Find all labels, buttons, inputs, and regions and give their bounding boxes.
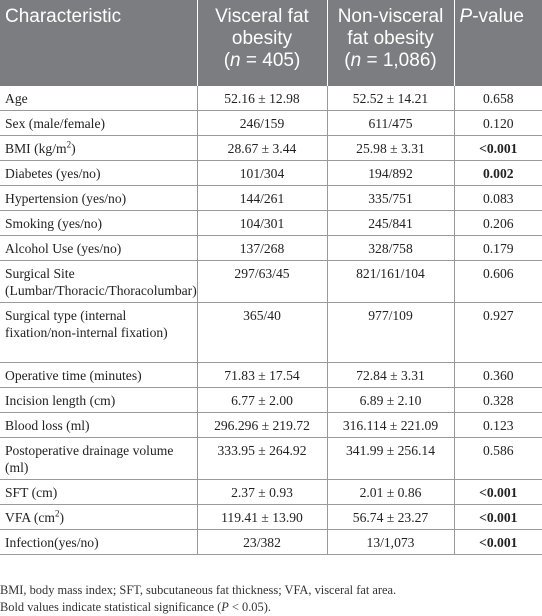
cell-p-value: 0.927: [454, 303, 542, 363]
table-row: [0, 413, 542, 438]
header-row: [0, 0, 542, 86]
cell-visceral: 246/159: [197, 111, 327, 136]
header-non-visceral-fat-obesity: [327, 0, 454, 86]
cell-characteristic: Operative time (minutes): [0, 363, 197, 388]
header-characteristic: [0, 0, 197, 86]
cell-visceral: 6.77 ± 2.00: [197, 388, 327, 413]
table-row: [0, 530, 542, 555]
header-p-rest: -value: [472, 6, 524, 27]
cell-characteristic-sup: 2: [66, 139, 72, 150]
cell-non-visceral: 335/751: [327, 186, 454, 211]
cell-p-value: 0.002: [454, 161, 542, 186]
cell-visceral: 28.67 ± 3.44: [197, 136, 327, 161]
footnote-significance: [0, 599, 542, 615]
cell-visceral: 137/268: [197, 236, 327, 261]
footnote-significance-suffix: < 0.05).: [228, 600, 271, 614]
table-row: [0, 111, 542, 136]
cell-characteristic-text: BMI (kg/m: [5, 141, 67, 156]
cell-non-visceral: 611/475: [327, 111, 454, 136]
cell-p-value: 0.123: [454, 413, 542, 438]
cell-characteristic: Surgical type (internal fixation/non-internal fixation): [0, 303, 197, 363]
header-p-var: P: [459, 6, 473, 27]
cell-non-visceral: 13/1,073: [327, 530, 454, 555]
cell-characteristic: Sex (male/female): [0, 111, 197, 136]
cell-non-visceral: 2.01 ± 0.86: [327, 480, 454, 505]
table-row: [0, 161, 542, 186]
table-row: [0, 236, 542, 261]
header-visceral-fat-obesity: [197, 0, 327, 86]
cell-visceral: 144/261: [197, 186, 327, 211]
cell-characteristic: Blood loss (ml): [0, 413, 197, 438]
table-row: [0, 438, 542, 480]
cell-characteristic-after: ): [59, 510, 64, 525]
cell-visceral: 119.41 ± 13.90: [197, 505, 327, 530]
cell-visceral: 104/301: [197, 211, 327, 236]
table-row: [0, 480, 542, 505]
header-nonvisceral-n-var: n: [350, 50, 362, 71]
header-visceral-line1: Visceral fat: [215, 6, 309, 27]
table-row: [0, 86, 542, 111]
cell-visceral: 23/382: [197, 530, 327, 555]
table-body: [0, 86, 542, 555]
cell-p-value: <0.001: [454, 136, 542, 161]
cell-visceral: 365/40: [197, 303, 327, 363]
cell-p-value: <0.001: [454, 480, 542, 505]
cell-characteristic: Surgical Site (Lumbar/Thoracic/Thoracolumbar): [0, 261, 197, 303]
cell-non-visceral: 72.84 ± 3.31: [327, 363, 454, 388]
table-row: [0, 363, 542, 388]
cell-characteristic: Hypertension (yes/no): [0, 186, 197, 211]
cell-p-value: 0.586: [454, 438, 542, 480]
cell-non-visceral: 25.98 ± 3.31: [327, 136, 454, 161]
cell-p-value: 0.179: [454, 236, 542, 261]
table-header: [0, 0, 542, 86]
footnote-abbreviations: BMI, body mass index; SFT, subcutaneous fat thickness; VFA, visceral fat area.: [0, 583, 397, 597]
cell-characteristic: Diabetes (yes/no): [0, 161, 197, 186]
table-row: [0, 388, 542, 413]
cell-visceral: 101/304: [197, 161, 327, 186]
cell-non-visceral: 56.74 ± 23.27: [327, 505, 454, 530]
cell-visceral: 71.83 ± 17.54: [197, 363, 327, 388]
header-nonvisceral-n: (n = 1,086): [344, 50, 437, 71]
header-p-value: [454, 0, 542, 86]
cell-non-visceral: 328/758: [327, 236, 454, 261]
cell-visceral: 333.95 ± 264.92: [197, 438, 327, 480]
cell-p-value: 0.606: [454, 261, 542, 303]
cell-non-visceral: 245/841: [327, 211, 454, 236]
cell-characteristic: Alcohol Use (yes/no): [0, 236, 197, 261]
cell-p-value: 0.083: [454, 186, 542, 211]
cell-visceral: 296.296 ± 219.72: [197, 413, 327, 438]
header-nonvisceral-line1: Non-visceral: [337, 6, 444, 27]
cell-visceral: 2.37 ± 0.93: [197, 480, 327, 505]
table-row: [0, 261, 542, 303]
table-row: [0, 505, 542, 530]
cell-characteristic: Smoking (yes/no): [0, 211, 197, 236]
cell-non-visceral: 316.114 ± 221.09: [327, 413, 454, 438]
header-characteristic-label: Characteristic: [5, 6, 122, 27]
table-row: [0, 136, 542, 161]
header-visceral-n-val: = 405): [240, 50, 301, 71]
header-visceral-line2: obesity: [231, 28, 293, 49]
table-row: [0, 211, 542, 236]
cell-non-visceral: 52.52 ± 14.21: [327, 86, 454, 111]
cell-p-value: <0.001: [454, 530, 542, 555]
cell-characteristic-after: ): [71, 141, 76, 156]
table-row: [0, 303, 542, 363]
footnote-significance-prefix: Bold values indicate statistical significance (: [0, 600, 222, 614]
cell-characteristic: [0, 505, 197, 530]
footnote-significance-var: P: [221, 600, 229, 614]
cell-non-visceral: 6.89 ± 2.10: [327, 388, 454, 413]
cell-characteristic-text: VFA (cm: [5, 510, 55, 525]
cell-p-value: 0.328: [454, 388, 542, 413]
cell-non-visceral: 821/161/104: [327, 261, 454, 303]
header-visceral-n: (n = 405): [223, 50, 301, 71]
table-row: [0, 186, 542, 211]
cell-p-value: 0.360: [454, 363, 542, 388]
cell-characteristic: [0, 136, 197, 161]
cell-characteristic: SFT (cm): [0, 480, 197, 505]
cell-p-value: 0.206: [454, 211, 542, 236]
cell-characteristic: Age: [0, 86, 197, 111]
cell-characteristic-sup: 2: [54, 508, 60, 519]
cell-characteristic: Postoperative drainage volume (ml): [0, 438, 197, 480]
cell-p-value: 0.120: [454, 111, 542, 136]
cell-p-value: 0.658: [454, 86, 542, 111]
cell-characteristic: Incision length (cm): [0, 388, 197, 413]
header-visceral-n-var: n: [230, 50, 241, 71]
cell-characteristic: Infection(yes/no): [0, 530, 197, 555]
header-nonvisceral-line2: fat obesity: [347, 28, 434, 49]
cell-non-visceral: 194/892: [327, 161, 454, 186]
cell-visceral: 297/63/45: [197, 261, 327, 303]
cell-non-visceral: 977/109: [327, 303, 454, 363]
header-nonvisceral-n-val: = 1,086): [361, 50, 437, 71]
cell-visceral: 52.16 ± 12.98: [197, 86, 327, 111]
cell-non-visceral: 341.99 ± 256.14: [327, 438, 454, 480]
cell-p-value: <0.001: [454, 505, 542, 530]
